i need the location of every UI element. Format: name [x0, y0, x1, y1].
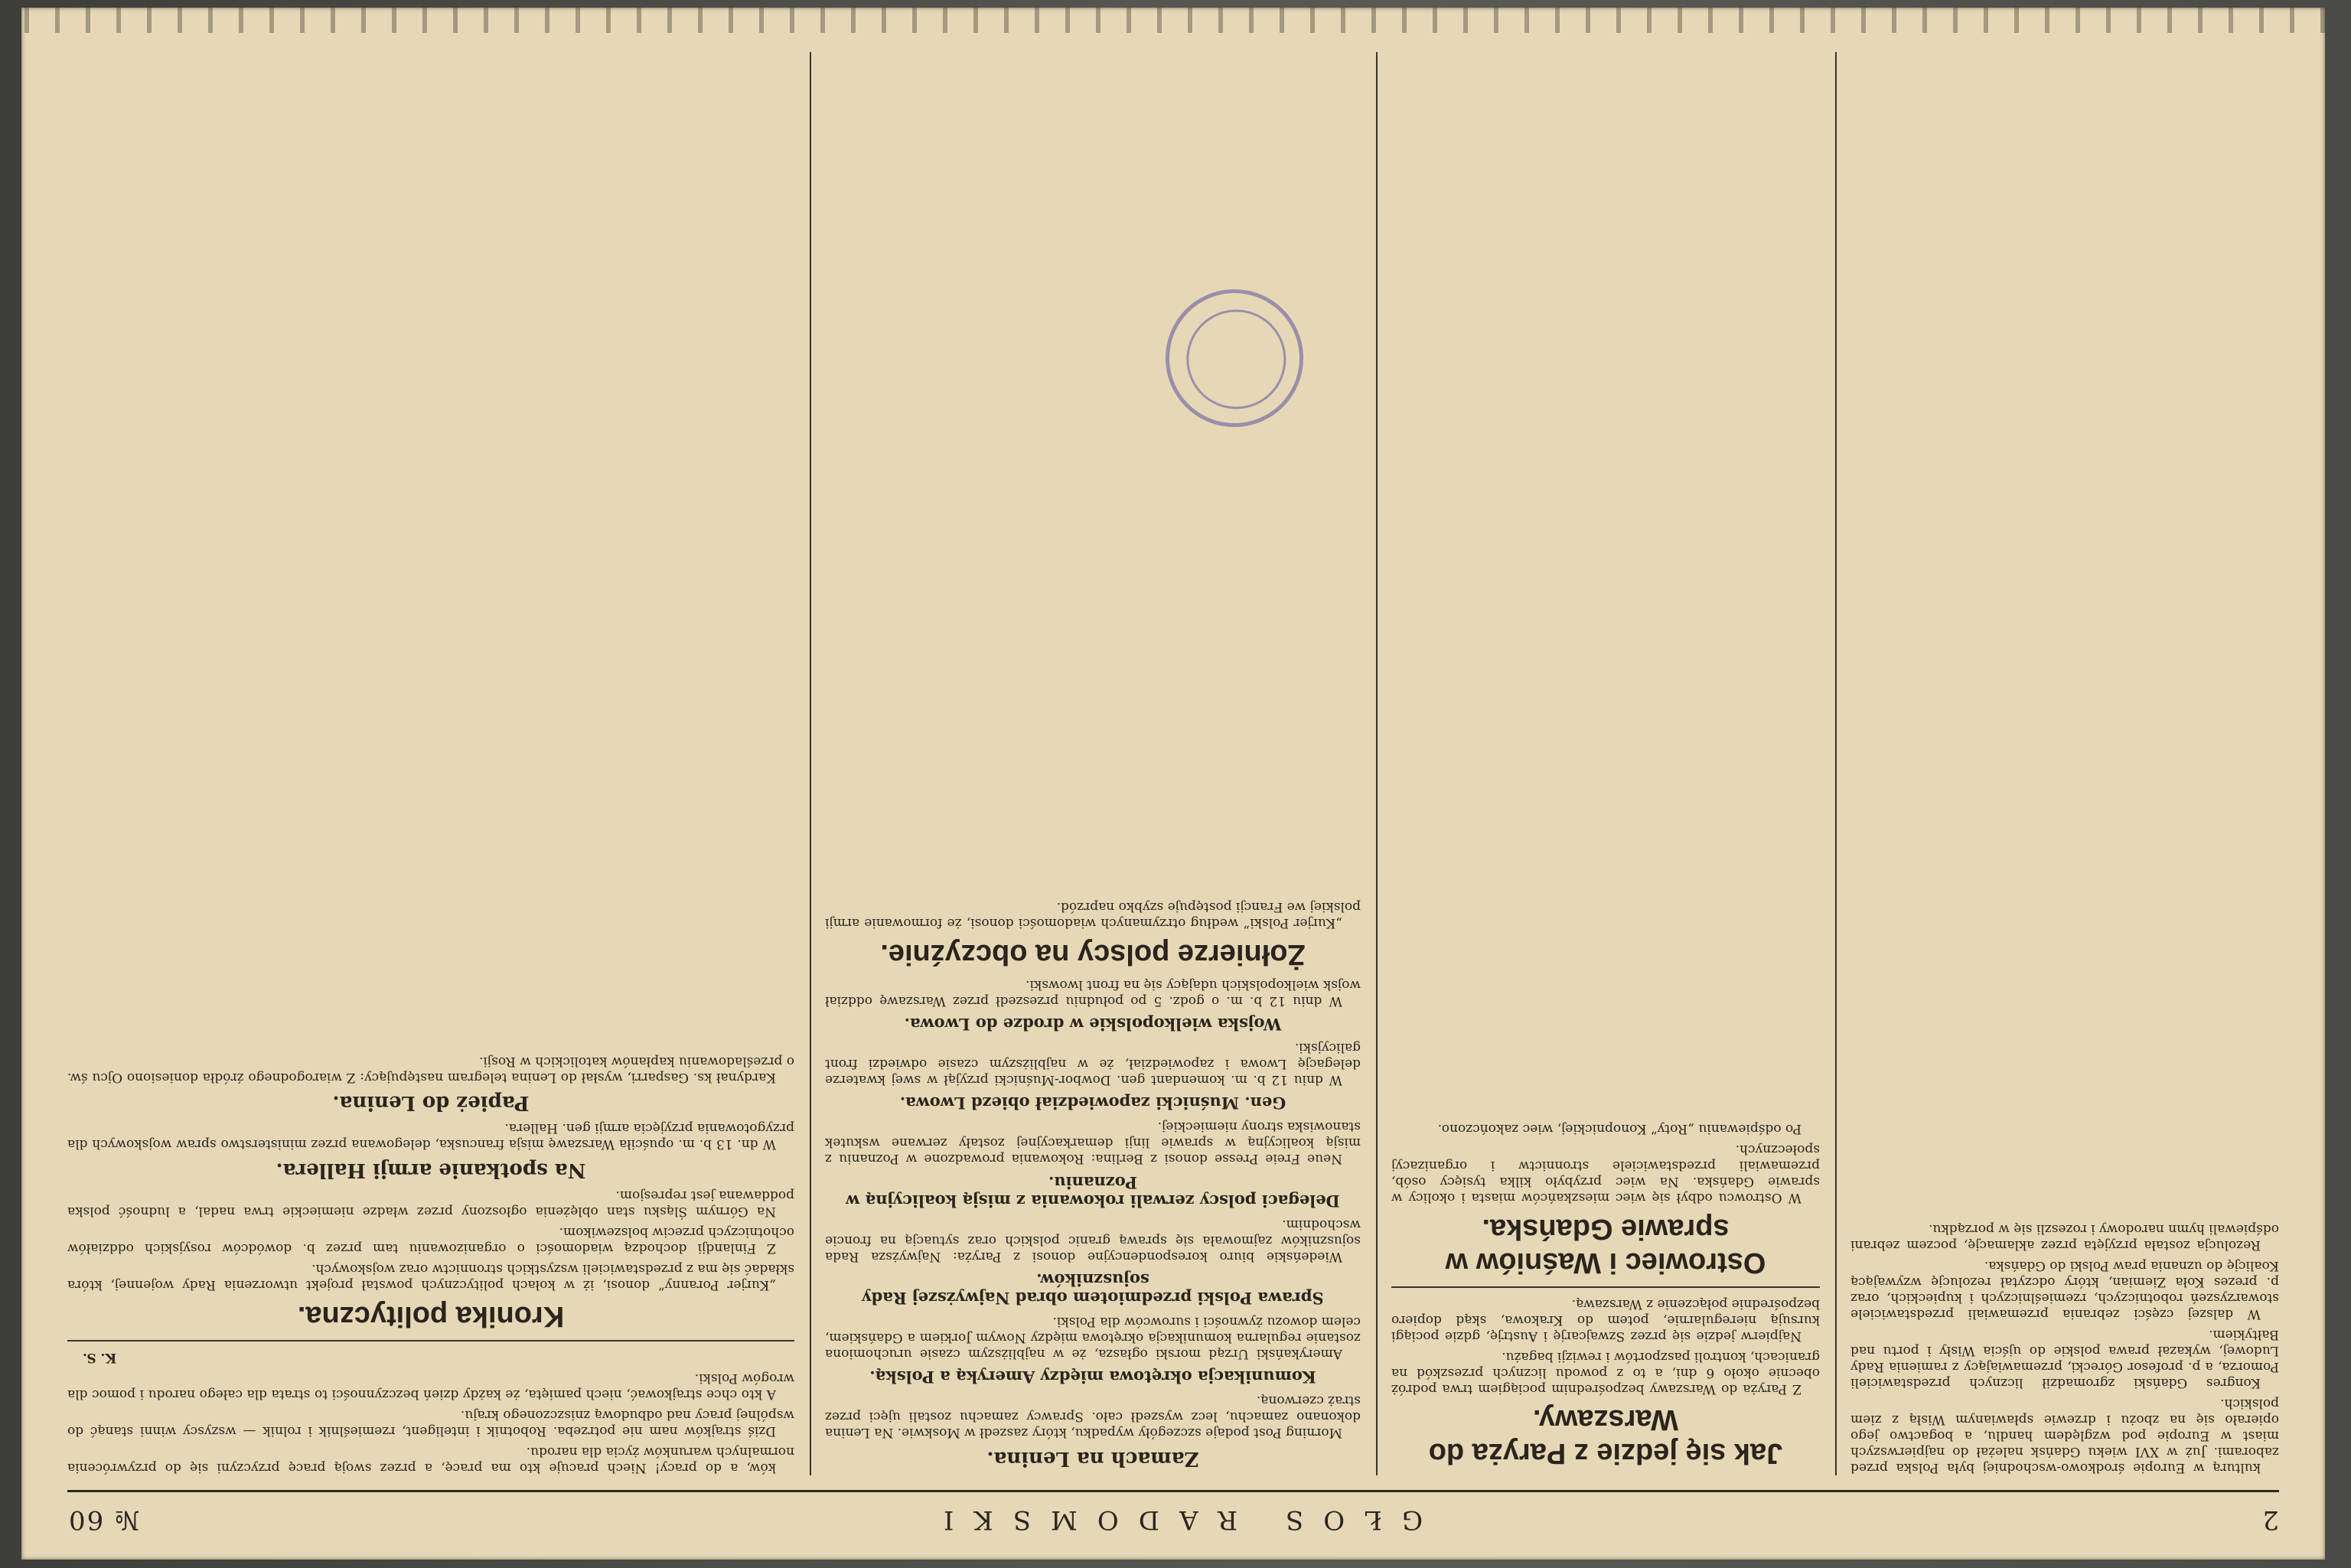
page-number: 2	[2261, 1504, 2279, 1535]
newspaper-title: GŁOS RADOMSKI	[923, 1504, 1423, 1535]
column-1	[1850, 52, 2279, 1475]
article-signature: K. S.	[83, 1350, 117, 1365]
article-text: Kardynał ks. Gasparri, wysłał do Lenina telegram następujący: Z wiarogodnego źródła doniesiono Ojcu św. o prześladowaniu kapłanów katolickich w Rosji.	[67, 1053, 794, 1085]
column-4	[67, 52, 794, 1475]
column-separator	[1376, 52, 1378, 1475]
issue-number: № 60	[67, 1504, 140, 1535]
article-text: Rezolucja została przyjęta przez aklamację, poczem zebrani odśpiewali hymn narodowy i rozeszli się w porządku.	[1850, 1221, 2279, 1253]
headline-komunikacja: Komunikacja okrętowa między Ameryką a Polską.	[869, 1368, 1316, 1387]
article-text: Neue Freie Presse donosi z Berlina: Rokowania prowadzone w Poznaniu z misją koalicyjną w sprawie linji demarkacyjnej zostały zerwane wskutek stanowiska strony niemieckiej.	[825, 1119, 1361, 1167]
headline-musnicki: Gen. Muśnicki zapowiedział obiezd Lwowa.	[899, 1094, 1286, 1113]
article-text: W Ostrowcu odbył się wiec mieszkańców miasta i okolicy w sprawie Gdańska. Na wiec przybyło kilka tysięcy osób, przemawiali przedstawiciele stronnictw i organizacyj społecznych.	[1391, 1142, 1820, 1206]
headline-sprawa-polski: Sprawa Polski przedmiotem obrad Najwyższej Rady sojuszników.	[862, 1270, 1324, 1308]
article-text: W dniu 12 b. m. o godz. 5 po południu przeszedł przez Warszawę oddział wojsk wielkopolskich udający się na front lwowski.	[825, 977, 1361, 1009]
headline-zolnierze: Żołnierze polscy na obczyźnie.	[880, 938, 1306, 971]
article-text: Najpierw jedzie się przez Szwajcarję i Austrję, gdzie pociągi kursują nieregularnie, potem do Krakowa, skąd dopiero bezpośrednie połączenie z Warszawą.	[1391, 1296, 1820, 1344]
headline-wojska: Wojska wielkopolskie w drodze do Lwowa.	[904, 1015, 1282, 1035]
article-text: A kto chce strajkować, niech pamięta, że każdy dzień bezczynności to strata dla całego narodu i pomoc dla wrogów Polski.	[67, 1371, 794, 1402]
article-text: kulturą w Europie środkowo-wschodniej była Polska przed zaborami. Już w XVI wieku Gdańsk należał do najpierwszych miast w Europie pod względem handlu, a bogactwo jego opierało się na zbożu i drzewie spławianym Wisłą z ziem polskich.	[1850, 1396, 2279, 1475]
masthead	[67, 1490, 2279, 1538]
article-text: „Kurjer Poranny” donosi, iż w kołach politycznych powstał projekt utworzenia Rady wojennej, która składać się ma z przedstawicieli wszystkich stronnictw oraz wojskowych.	[67, 1261, 794, 1293]
columns	[67, 52, 2279, 1475]
newspaper-page-rotated	[21, 8, 2325, 1560]
article-text: Z Paryża do Warszawy bezpośrednim pociągiem trwa podróż obecnie około 6 dni, a to z powodu licznych przeszkód na granicach, kontroli paszportów i rewizji bagażu.	[1391, 1348, 1820, 1397]
section-rule	[1391, 1286, 1820, 1288]
article-text: Morning Post podaje szczegóły wypadku, który zaszedł w Moskwie. Na Lenina dokonano zamachu, lecz wyszedł cało. Sprawcy zamachu zostali ujęci przez straż czerwoną.	[825, 1393, 1361, 1441]
headline-ostrowiec: Ostrowiec i Waśniów w sprawie Gdańska.	[1445, 1212, 1766, 1279]
article-text: „Kurjer Polski” według otrzymanych wiadomości donosi, że formowanie armji polskiej we Francji postępuje szybko naprzód.	[825, 899, 1361, 931]
print-edge-strip	[21, 8, 2325, 33]
article-text: Dziś strajków nam nie potrzeba. Robotnik i inteligent, rzemieślnik i rolnik — wszyscy winni stanąć do wspólnej pracy nad odbudową zniszczonego kraju.	[67, 1407, 794, 1439]
article-text: W dalszej części zebrania przemawiali przedstawiciele stowarzyszeń robotniczych, rzemieślniczych i kupieckich, oraz p. prezes Koła Ziemian, który odczytał rezolucję wzywającą Koalicję do uznania praw Polski do Gdańska.	[1850, 1258, 2279, 1322]
article-text: Na Górnym Śląsku stan oblężenia ogłoszony przez władze niemieckie trwa nadal, a ludność polska poddawana jest represjom.	[67, 1188, 794, 1220]
headline-papiez: Papież do Lenina.	[332, 1091, 530, 1115]
column-separator	[1835, 52, 1837, 1475]
headline-kronika: Kronika polityczna.	[297, 1300, 565, 1332]
section-rule	[67, 1340, 794, 1341]
headline-delegaci: Delegaci polscy zerwali rokowania z misją koalicyjną w Poznaniu.	[846, 1172, 1340, 1211]
column-separator	[810, 52, 811, 1475]
headline-jak-sie-jedzie: Jak się jedzie z Paryża do Warszawy.	[1428, 1403, 1783, 1469]
article-text: Z Finlandji dochodzą wiadomości o organizowaniu tam przez b. dowódców rosyjskich oddziałów ochotniczych przeciw bolszewikom.	[67, 1224, 794, 1257]
newspaper-sheet	[21, 8, 2325, 1560]
column-2	[1391, 52, 1820, 1475]
article-text: Wiedeńskie biuro korespondencyjne donosi z Paryża: Najwyższa Rada sojuszników zajmowała się sprawą granic polskich oraz sytuacją na froncie wschodnim.	[825, 1216, 1361, 1264]
column-3	[825, 52, 1361, 1475]
article-text: W dniu 12 b. m. komendant gen. Dowbor-Muśnicki przyjął w swej kwaterze delegację Lwowa i zapowiedział, że w najbliższym czasie odwiedzi front galicyjski.	[825, 1040, 1361, 1088]
article-text: Amerykański Urząd morski ogłasza, że w najbliższym czasie uruchomiona zostanie regularna komunikacja okrętowa między Nowym Jorkiem a Gdańskiem, celem dowozu żywności i surowców dla Polski.	[825, 1313, 1361, 1361]
article-text: ków, a do pracy! Niech pracuje kto ma pracę, a przez swoją pracę przyczyni się do przywrócenia normalnych warunków życia dla narodu.	[67, 1444, 794, 1475]
article-text: Kongres Gdański zgromadził licznych przedstawicieli Pomorza, a p. profesor Górecki, przemawiający z ramienia Rady Ludowej, wykazał prawa polskie do ujścia Wisły i portu nad Bałtykiem.	[1850, 1327, 2279, 1390]
article-text: W dn. 13 b. m. opuściła Warszawę misja francuska, delegowana przez ministerstwo spraw wojskowych dla przygotowania przyjęcia armji gen. Hallera.	[67, 1120, 794, 1152]
article-text: Po odśpiewaniu „Roty” Konopnickiej, wiec zakończono.	[1437, 1121, 1802, 1137]
headline-spotkanie: Na spotkanie armji Hallera.	[276, 1159, 586, 1182]
headline-zamach: Zamach na Lenina.	[986, 1447, 1199, 1470]
